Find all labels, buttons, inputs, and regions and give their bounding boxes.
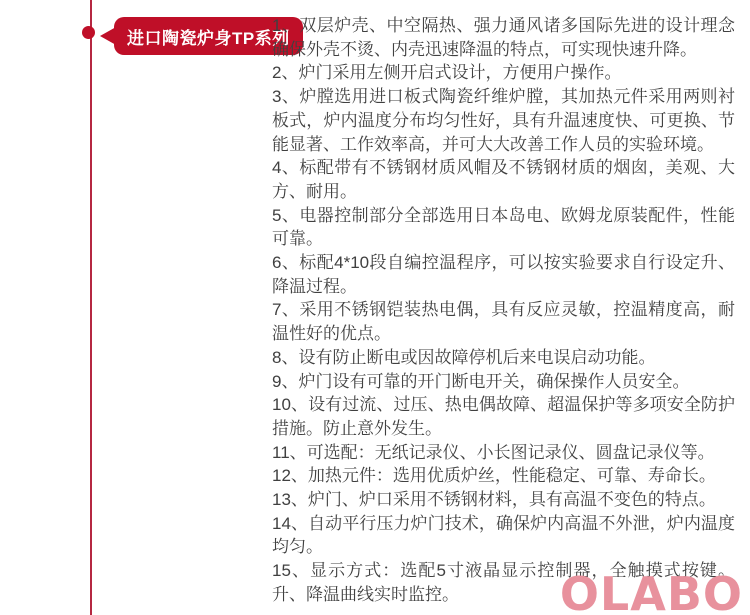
feature-item: 11、可选配：无纸记录仪、小长图记录仪、圆盘记录仪等。: [272, 442, 715, 462]
timeline-dot: [82, 26, 95, 39]
series-tag-label: 进口陶瓷炉身TP系列: [127, 28, 290, 48]
feature-item: 1、双层炉壳、中空隔热、强力通风诸多国际先进的设计理念确保外壳不烫、内壳迅速降温的特点，可实现快速升降。: [272, 16, 735, 59]
feature-item: 7、采用不锈钢铠装热电偶，具有反应灵敏，控温精度高，耐温性好的优点。: [272, 300, 735, 344]
feature-item: 9、炉门设有可靠的开门断电开关，确保操作人员安全。: [272, 371, 690, 391]
feature-item: 13、炉门、炉口采用不锈钢材料，具有高温不变色的特点。: [272, 490, 716, 510]
feature-item: 6、标配4*10段自编控温程序，可以按实验要求自行设定升、降温过程。: [272, 253, 735, 296]
feature-item: 3、炉膛选用进口板式陶瓷纤维炉膛，其加热元件采用两则衬板式，炉内温度分布均匀性好，具有升温速度快、可更换、节能显著、工作效率高，并可大大改善工作人员的实验环境。: [272, 87, 735, 154]
feature-item: 10、设有过流、过压、热电偶故障、超温保护等多项安全防护措施。防止意外发生。: [272, 395, 735, 438]
feature-item: 4、标配带有不锈钢材质风帽及不锈钢材质的烟囱，美观、大方、耐用。: [272, 158, 735, 201]
feature-item: 8、设有防止断电或因故障停机后来电误启动功能。: [272, 347, 656, 367]
feature-item: 14、自动平行压力炉门技术，确保炉内高温不外泄，炉内温度均匀。: [272, 513, 735, 557]
olabo-watermark: OLABO: [559, 567, 743, 615]
feature-item: 5、电器控制部分全部选用日本岛电、欧姆龙原装配件，性能可靠。: [272, 205, 735, 249]
timeline-line: [90, 0, 92, 615]
feature-item: 2、炉门采用左侧开启式设计，方便用户操作。: [272, 63, 622, 83]
feature-item: 12、加热元件：选用优质炉丝，性能稳定、可靠、寿命长。: [272, 466, 716, 486]
feature-list: [272, 14, 735, 607]
feature-item: 15、显示方式：选配5寸液晶显示控制器，全触摸式按键。升、降温曲线实时监控。: [272, 561, 735, 604]
